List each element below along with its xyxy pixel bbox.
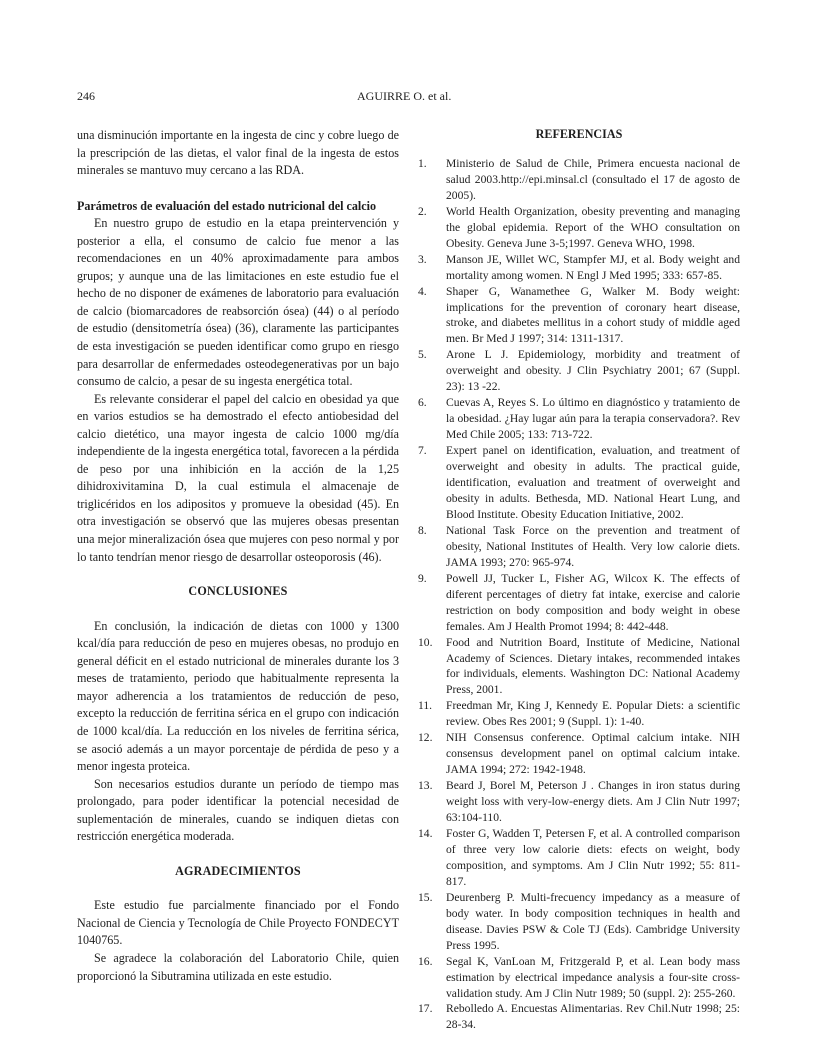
reference-item xyxy=(418,571,740,635)
reference-number: 6. xyxy=(418,396,427,410)
running-head: AGUIRRE O. et al. xyxy=(357,89,452,103)
heading-conclusions: CONCLUSIONES xyxy=(188,584,288,599)
reference-number: 4. xyxy=(418,284,427,298)
reference-text: Deurenberg P. Multi-frecuency impedancy as a measure of body water. In body composition techniques in health and disease. Davies PSW & Cole TJ (Eds). Cambridge University Press 1995. xyxy=(446,890,740,952)
reference-text: Food and Nutrition Board, Institute of Medicine, National Academy of Sciences. Dietary intakes, recommended intakes for individuals, elements. Washington DC: National Academy Press, 2001. xyxy=(446,635,740,697)
paragraph-thanks: Se agradece la colaboración del Laboratorio Chile, quien proporcionó la Sibutramina utilizada en este estudio. xyxy=(77,950,399,983)
reference-number: 2. xyxy=(418,204,427,218)
reference-item xyxy=(418,1001,740,1033)
reference-item xyxy=(418,156,740,204)
reference-number: 13. xyxy=(418,779,433,793)
reference-text: Expert panel on identification, evaluation, and treatment of overweight and obesity in adults. The practical guide, identification, evaluation and treatment of overweight and obesity in adults. Bethesda, MD. National Heart Lung, and Blood Institute. Obesity Education Initiative, 2002. xyxy=(446,444,740,521)
reference-text: Cuevas A, Reyes S. Lo último en diagnóstico y tratamiento de la obesidad. ¿Hay lugar aún para la terapia conservadora?. Rev Med Chile 2005; 133: 713-722. xyxy=(446,396,740,442)
reference-text: Freedman Mr, King J, Kennedy E. Popular Diets: a scientific review. Obes Res 2001; 9 (Suppl. 1): 1-40. xyxy=(446,699,740,729)
reference-item xyxy=(418,730,740,778)
reference-item xyxy=(418,954,740,1002)
reference-text: Manson JE, Willet WC, Stampfer MJ, et al. Body weight and mortality among women. N Engl J Med 1995; 333: 657-85. xyxy=(446,252,740,282)
reference-item xyxy=(418,698,740,730)
reference-number: 15. xyxy=(418,890,433,904)
paragraph-continuation: una disminución importante en la ingesta de cinc y cobre luego de la prescripción de las dietas, el valor final de la ingesta de estos minerales se mantuvo muy cercano a las RDA. xyxy=(77,128,399,178)
reference-text: Powell JJ, Tucker L, Fisher AG, Wilcox K. The effects of diferent percentages of dietry fat intake, exercise and calorie restriction on body composition and body weight in obese females. Am J Health Promot 1994; 8: 442-448. xyxy=(446,571,740,633)
reference-text: NIH Consensus conference. Optimal calcium intake. NIH consensus development panel on optimal calcium intake. JAMA 1994; 272: 1942-1948. xyxy=(446,731,740,777)
reference-number: 8. xyxy=(418,523,427,537)
left-column xyxy=(77,127,399,985)
reference-number: 12. xyxy=(418,731,433,745)
reference-number: 16. xyxy=(418,954,433,968)
reference-number: 7. xyxy=(418,444,427,458)
reference-item xyxy=(418,890,740,954)
section-subheading-calcium: Parámetros de evaluación del estado nutricional del calcio xyxy=(77,198,377,213)
right-column xyxy=(418,127,740,1033)
reference-number: 1. xyxy=(418,156,427,170)
reference-number: 14. xyxy=(418,826,433,840)
reference-number: 3. xyxy=(418,252,427,266)
reference-text: Segal K, VanLoan M, Fritzgerald P, et al. Lean body mass estimation by electrical impedance analysis a four-site cross-validation study. Am J Clin Nutr 1989; 50 (suppl. 2): 255-260. xyxy=(446,954,740,1000)
reference-item xyxy=(418,284,740,348)
reference-item xyxy=(418,252,740,284)
reference-item xyxy=(418,395,740,443)
paragraph-conclusions: En conclusión, la indicación de dietas con 1000 y 1300 kcal/día para reducción de peso en mujeres obesas, no produjo en general déficit en el estado nutricional de minerales durante los 3 meses de tratamiento, periodo que habitualmente representa la mayor adherencia a los tratamientos de reducción de peso, excepto la reducción de ferritina sérica en el grupo con indicación de 1000 kcal/día. La reducción en los niveles de ferritina sérica, se asoció además a un mayor porcentaje de pérdida de peso y a menor ingesta proteica. xyxy=(77,618,399,774)
paragraph-calcium-obesity: Es relevante considerar el papel del calcio en obesidad ya que en varios estudios se ha demostrado el efecto antiobesidad del calcio dietético, una mayor ingesta de calcio 1000 mg/día independiente de la ingesta energética total, favorecen a la pérdida de peso por una inhibición en la acción de la 1,25 dihidroxivitamina D, la cual estimula el almacenaje de triglicéridos en los adipositos y promueve la obesidad (45). En otra investigación se observó que las mujeres obesas presentan una mejor mineralización ósea que mujeres con peso normal y por lo tanto tendrían menor riesgo de desarrollar osteoporosis (46). xyxy=(77,391,399,564)
reference-item xyxy=(418,347,740,395)
reference-text: Ministerio de Salud de Chile, Primera encuesta nacional de salud 2003.http://epi.minsal.cl (consultado el 17 de agosto de 2005). xyxy=(446,156,740,202)
reference-text: Foster G, Wadden T, Petersen F, et al. A controlled comparison of three very low calorie diets: efects on weight, body composition, and symptoms. Am J Clin Nutr 1992; 55: 811-817. xyxy=(446,826,740,888)
paragraph-funding: Este estudio fue parcialmente financiado por el Fondo Nacional de Ciencia y Tecnología de Chile Proyecto FONDECYT 1040765. xyxy=(77,898,399,948)
paragraph-further-studies: Son necesarios estudios durante un período de tiempo mas prolongado, para poder identificar la potencial necesidad de suplementación de minerales, cuando se indiquen dietas con restricción energética moderada. xyxy=(77,776,399,844)
reference-list xyxy=(418,156,740,1033)
reference-number: 9. xyxy=(418,571,427,585)
reference-item xyxy=(418,523,740,571)
reference-number: 10. xyxy=(418,635,433,649)
heading-acknowledgements: AGRADECIMIENTOS xyxy=(175,863,301,878)
reference-number: 11. xyxy=(418,699,433,713)
reference-item xyxy=(418,443,740,523)
reference-text: Arone L J. Epidemiology, morbidity and treatment of overweight and obesity. J Clin Psychiatry 2001; 67 (Suppl. 23): 13 -22. xyxy=(446,348,740,394)
reference-item xyxy=(418,204,740,252)
paragraph-calcium-intake: En nuestro grupo de estudio en la etapa preintervención y posterior a ella, el consumo de calcio fue menor a las recomendaciones en un 40% aproximadamente para ambos grupos; y aunque una de las limitaciones en este estudio fue el hecho de no disponer de exámenes de laboratorio para evaluación de calcio (biomarcadores de reabsorción ósea) (44) o al período de estudio (densitometría ósea) (36), claramente las participantes de esta investigación se pueden identificar como grupo en riesgo para desarrollar de enfermedades osteodegenerativas por un bajo consumo de calcio, a pesar de su ingesta energética total. xyxy=(77,216,399,389)
reference-text: National Task Force on the prevention and treatment of obesity, National Institutes of Health. Very low calorie diets. JAMA 1993; 270: 965-974. xyxy=(446,523,740,569)
reference-number: 17. xyxy=(418,1002,433,1016)
reference-item xyxy=(418,778,740,826)
reference-text: World Health Organization, obesity preventing and managing the global epidemia. Report of the WHO consultation on Obesity. Geneva June 3-5;1997. Geneva WHO, 1998. xyxy=(446,204,740,250)
reference-text: Beard J, Borel M, Peterson J . Changes in iron status during weight loss with very-low-energy diets. Am J Clin Nutr 1997; 63:104-110. xyxy=(446,779,740,825)
reference-item xyxy=(418,826,740,890)
heading-references: REFERENCIAS xyxy=(535,127,623,141)
reference-number: 5. xyxy=(418,348,427,362)
page-number: 246 xyxy=(77,89,95,103)
reference-text: Rebolledo A. Encuestas Alimentarias. Rev Chil.Nutr 1998; 25: 28-34. xyxy=(446,1002,740,1032)
reference-text: Shaper G, Wanamethee G, Walker M. Body weight: implications for the prevention of coronary heart disease, stroke, and diabetes mellitus in a cohort study of middle aged men. Br Med J 1997; 314: 1311-1317. xyxy=(446,284,740,346)
reference-item xyxy=(418,635,740,699)
